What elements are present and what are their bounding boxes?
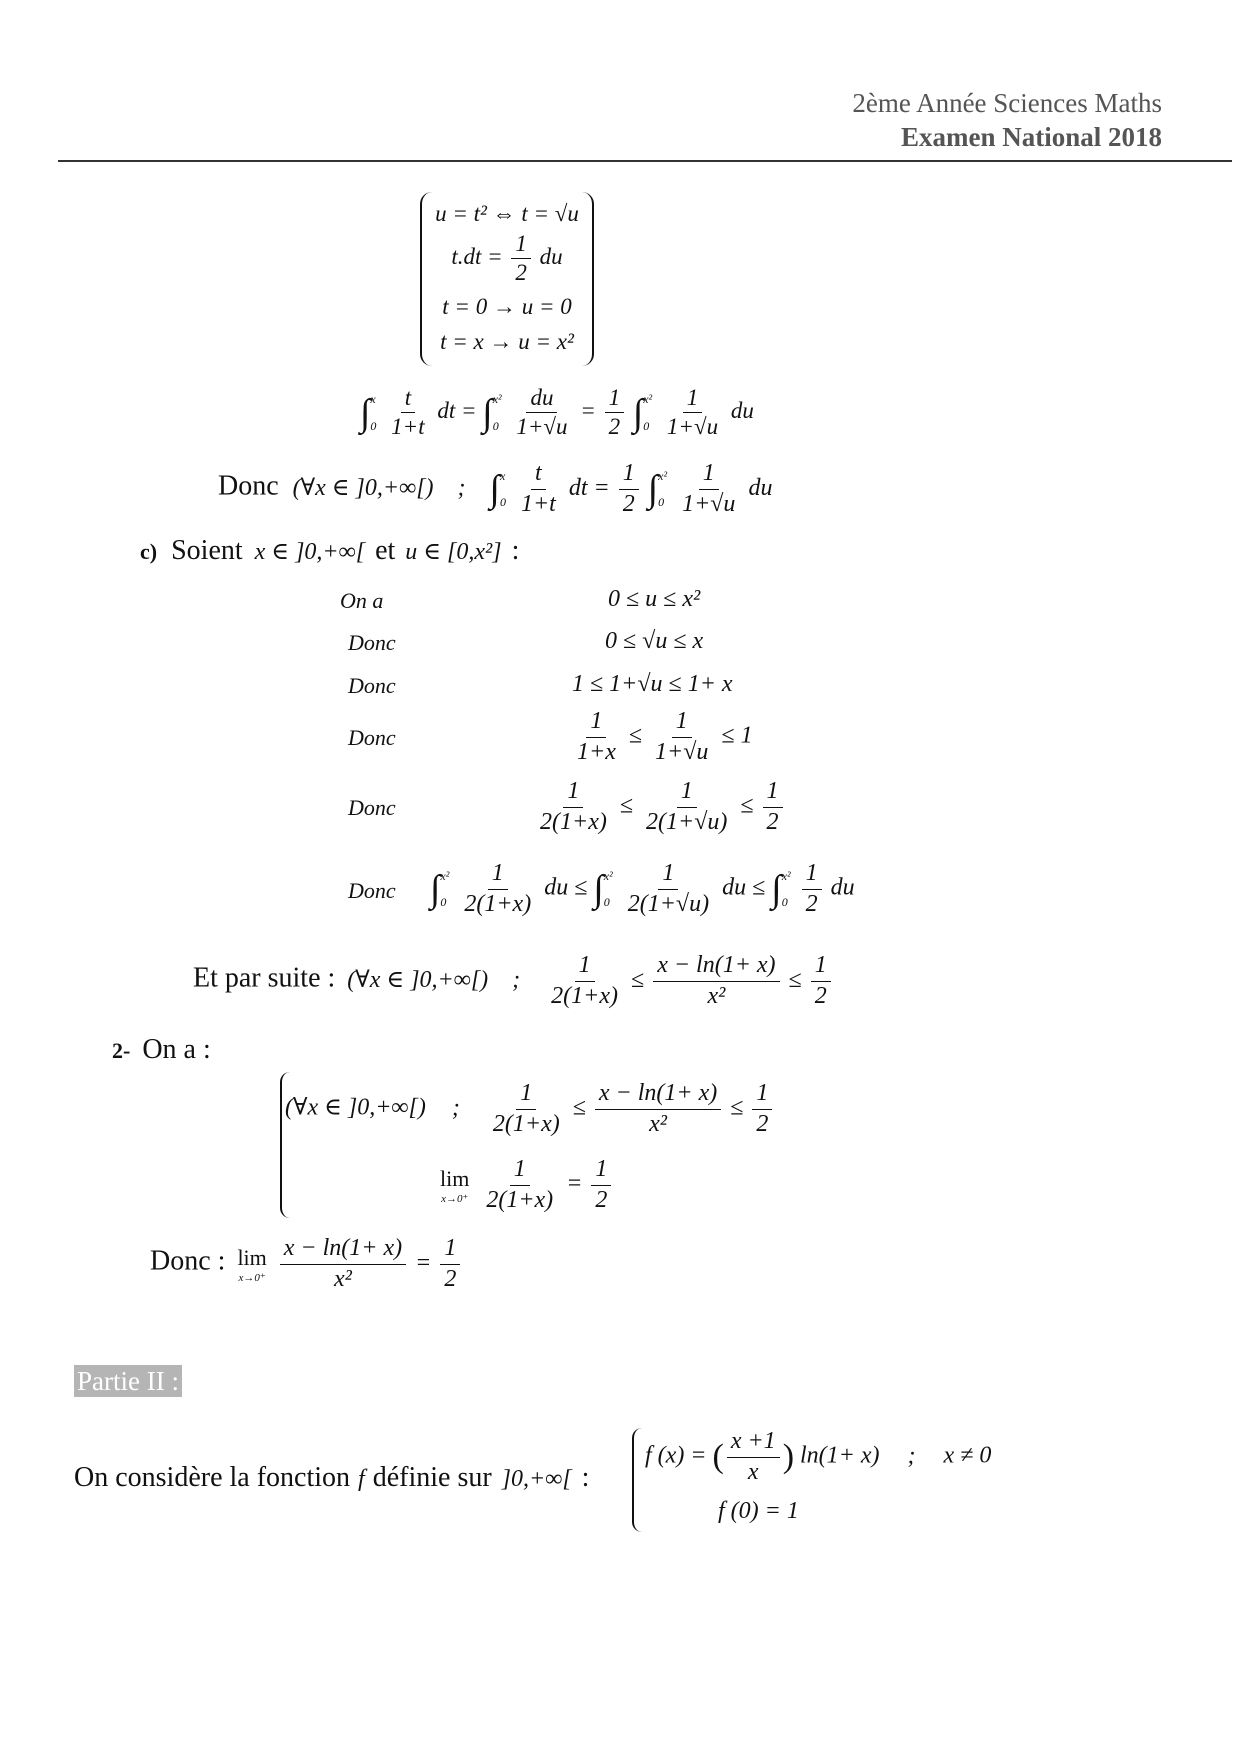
substitution-row-1: u = t² ⇔ t = √u (435, 201, 579, 226)
header-rule (58, 160, 1232, 162)
par-suite-statement: Et par suite : (∀x ∈ ]0,+∞[) ; $\frac{1}{2(1+x)}$ ≤ $\frac{x - \ln(1+ x)}{\text{x²}}$ ≤ $\frac{1}{2}$ (193, 952, 834, 1010)
integral-sign: ∫ (430, 868, 441, 911)
chain-label: Donc (348, 878, 396, 903)
chain-expr-3: 1 ≤ 1+√u ≤ 1+ x (572, 671, 733, 697)
part-2-statement: 2- On a : (112, 1034, 211, 1065)
integral-sign: ∫ (593, 868, 604, 911)
function-case-1: f (x) = ( $\frac{x +1}{x}$ ) ln(1+ x) ; x ≠ 0 (645, 1428, 992, 1485)
integral-sign: ∫ (360, 391, 371, 434)
chain-expr-6: ∫ x² 0 $\frac{1}{2(1+x)}$ du ≤ ∫ x² 0 $\frac{1}{2(1+√u)}$ du ≤ ∫ x² 0 $\frac{1}{2}$ du (430, 860, 855, 917)
part-2-line-1: (∀x ∈ ]0,+∞[) ; $\frac{1}{2(1+x)}$ ≤ $\frac{x - \ln(1+ x)}{\text{x²}}$ ≤ $\frac{1}{2}$ (285, 1080, 775, 1138)
substitution-row-3: t = 0 → u = 0 (442, 293, 572, 319)
function-brace (632, 1428, 644, 1532)
integral-equation: ∫ x 0 $\frac{t}{1+t}$ dt = ∫ x² 0 $\frac{du}{1+√u}$ = $\frac{1}{2}$ ∫ x² 0 $\frac{1}{1+√u}$ du (360, 385, 754, 440)
chain-label: Donc (348, 795, 396, 820)
part-2-line-2: lim x→0⁺ $\frac{1}{2(1+x)}$ = $\frac{1}{2}$ (440, 1156, 614, 1214)
chain-label: Donc (348, 673, 396, 698)
donc-statement-1: Donc (∀x ∈ ]0,+∞[) ; ∫ x 0 $\frac{t}{1+t}$ dt = $\frac{1}{2}$ ∫ x² 0 $\frac{1}{1+√u}$ du (218, 460, 773, 517)
header-course: 2ème Année Sciences Maths (852, 88, 1162, 118)
chain-expr-4: $\frac{1}{1+x}$ ≤ $\frac{1}{1+√u}$ ≤ 1 (577, 708, 753, 765)
function-case-2: f (0) = 1 (718, 1498, 799, 1524)
fraction: $\frac{1}{2}$ (511, 231, 531, 287)
integral-bounds: x 0 (370, 392, 377, 433)
chain-label: On a (340, 588, 384, 613)
integral-sign: ∫ (482, 391, 493, 434)
integral-sign: ∫ (489, 468, 500, 511)
chain-expr-5: $\frac{1}{2(1+x)}$ ≤ $\frac{1}{2(1+√u)}$ ≤ $\frac{1}{2}$ (533, 778, 786, 836)
integral-sign: ∫ (647, 468, 659, 511)
substitution-row-4: t = x → u = x² (440, 328, 574, 354)
substitution-system (420, 192, 594, 366)
part-c-statement: c) Soient x ∈ ]0,+∞[ et u ∈ [0,x²] : (140, 535, 520, 566)
chain-label: Donc (348, 725, 396, 750)
donc-statement-2: Donc : lim x→0⁺ $\frac{x - \ln(1+ x)}{\text{x²}}$ = $\frac{1}{2}$ (150, 1235, 463, 1293)
chain-expr-2: 0 ≤ √u ≤ x (605, 628, 704, 654)
chain-label: Donc (348, 630, 396, 655)
substitution-row-2: t.dt = $\frac{1}{2}$ du (451, 231, 563, 286)
integral-sign: ∫ (632, 391, 644, 434)
chain-expr-1: 0 ≤ u ≤ x² (608, 586, 701, 612)
header-exam: Examen National 2018 (900, 122, 1162, 152)
function-definition: On considère la fonction f définie sur ]0,+∞[ : (74, 1462, 590, 1493)
partie-2-heading: Partie II : (74, 1366, 182, 1397)
integral-sign: ∫ (771, 868, 782, 911)
